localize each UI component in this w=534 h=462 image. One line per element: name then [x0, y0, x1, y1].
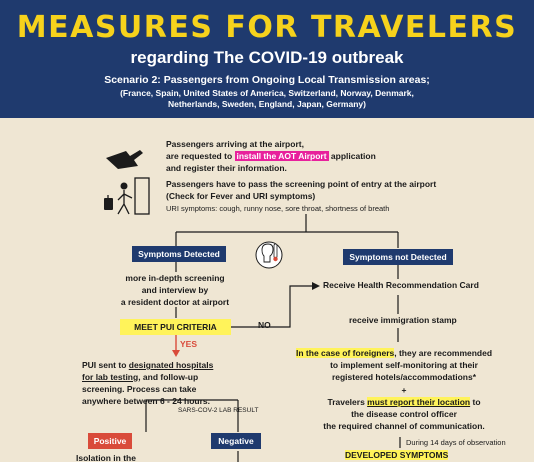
fever-thermometer-icon [256, 242, 282, 268]
immigration-text: receive immigration stamp [349, 315, 457, 325]
self-monitor-line-1: to implement self-monitoring at their [330, 360, 478, 370]
uri-symptoms: URI symptoms: cough, runny nose, sore throat, shortness of breath [166, 204, 390, 213]
isolation-text: Isolation in the [76, 453, 136, 462]
pui-sent-line-2 [82, 372, 198, 383]
report-location-highlight: must report their location [367, 397, 471, 407]
in-depth-screening-1: more in-depth screening [125, 273, 225, 283]
arrow-no-path-head [312, 282, 320, 290]
negative-box: Negative [211, 433, 261, 449]
symptoms-not-detected-box: Symptoms not Detected [343, 249, 453, 265]
lab-testing-text: for lab testing [82, 372, 139, 382]
foreigners-line-1 [296, 348, 492, 359]
arrival-line-2 [166, 151, 376, 162]
scenario-heading: Scenario 2: Passengers from Ongoing Local Transmission areas; [104, 74, 430, 86]
process-line-2: anywhere between 6 - 24 hours. [82, 396, 211, 406]
page-title: MEASURES FOR TRAVELERS [16, 10, 518, 45]
arrival-line-2-post: application [328, 151, 376, 161]
process-line-1: screening. Process can take [82, 384, 197, 394]
arrival-line-1: Passengers arriving at the airport, [166, 139, 304, 149]
countries-line-1: (France, Spain, United States of America, Switzerland, Norway, Denmark, [120, 88, 414, 98]
developed-symptoms-text: DEVELOPED SYMPTOMS [345, 450, 449, 460]
travelers-line [296, 397, 512, 408]
observation-period: During 14 days of observation [406, 438, 506, 447]
health-card-text: Receive Health Recommendation Card [323, 280, 479, 290]
page-subtitle: regarding The COVID-19 outbreak [130, 48, 404, 67]
lab-post-text: , and follow-up [138, 372, 199, 382]
no-label: NO [258, 320, 271, 330]
pui-sent-line-1 [82, 360, 213, 371]
countries-line-2: Netherlands, Sweden, England, Japan, Germany) [168, 99, 366, 109]
self-monitor-line-2: registered hotels/accommodations* [331, 372, 477, 382]
foreigners-post: , they are recommended [394, 348, 493, 358]
yes-label: YES [180, 339, 198, 349]
lab-result-label: SARS-COV-2 LAB RESULT [178, 407, 259, 414]
pui-criteria-box: MEET PUI CRITERIA [120, 319, 231, 335]
designated-hospitals-link: designated hospitals [128, 360, 214, 370]
pui-sent-pre: PUI sent to [82, 360, 129, 370]
plus-sign: + [401, 385, 407, 395]
arrival-line-2-pre: are requested to [166, 151, 235, 161]
arrival-line-3: and register their information. [166, 163, 287, 173]
symptoms-detected-box: Symptoms Detected [132, 246, 226, 262]
aot-app-highlight: install the AOT Airport [236, 151, 327, 161]
screening-line-1: Passengers have to pass the screening point of entry at the airport [166, 179, 437, 189]
foreigners-highlight: In the case of foreigners [296, 348, 395, 358]
disease-control-line: the disease control officer [351, 409, 457, 419]
travelers-post: to [470, 397, 481, 407]
travelers-pre: Travelers [327, 397, 368, 407]
in-depth-screening-2: and interview by [141, 285, 209, 295]
arrow-yes-head [172, 350, 180, 357]
in-depth-screening-3: a resident doctor at airport [120, 297, 230, 307]
channel-line: the required channel of communication. [323, 421, 485, 431]
traveler-airplane-icon [104, 150, 149, 214]
positive-box: Positive [88, 433, 132, 449]
developed-symptoms-box [342, 450, 451, 461]
screening-line-2: (Check for Fever and URI symptoms) [166, 191, 316, 201]
